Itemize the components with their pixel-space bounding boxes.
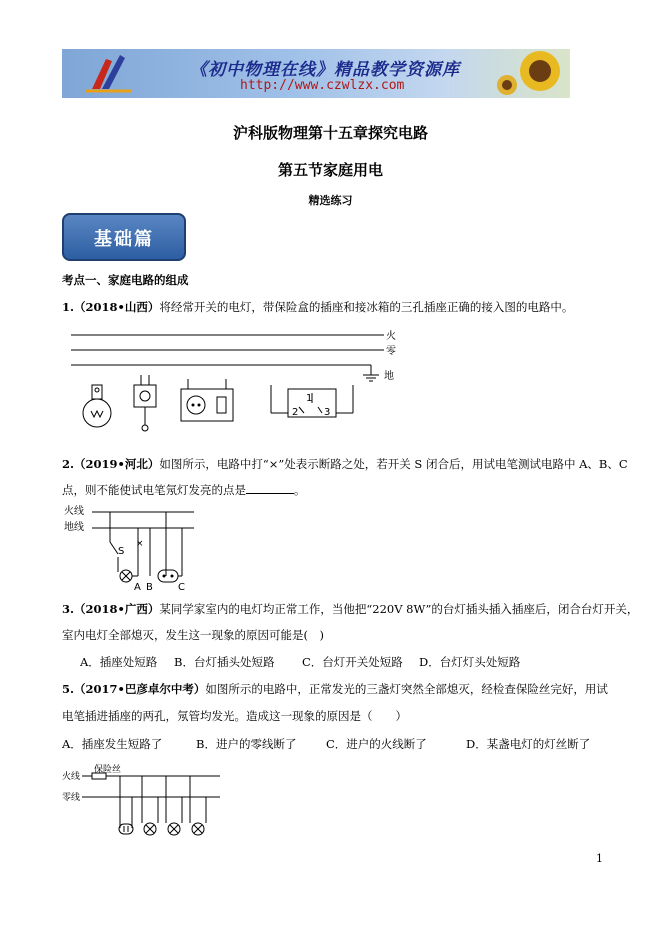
q5-option-a[interactable]: A．插座发生短路了 xyxy=(62,737,163,751)
q1-live-label: 火 xyxy=(386,331,396,342)
question-2-source: 2.（2019•河北） xyxy=(62,457,160,471)
question-3-source: 3.（2018•广西） xyxy=(62,602,160,616)
topic-heading: 考点一、家庭电路的组成 xyxy=(62,273,189,287)
q2-switch-label: S xyxy=(118,546,125,557)
svg-text:2: 2 xyxy=(292,407,299,418)
q3-option-b[interactable]: B．台灯插头处短路 xyxy=(174,655,275,669)
svg-text:1: 1 xyxy=(306,393,313,404)
question-5-line-2: 电笔插进插座的两孔，氖管均发光。造成这一现象的原因是（ ） xyxy=(62,709,407,723)
page-number: 1 xyxy=(596,852,603,865)
banner-url[interactable]: http://www.czwlzx.com xyxy=(240,78,405,93)
question-3-line-1: 3.（2018•广西）某同学家室内的电灯均正常工作，当他把“220V 8W”的台灯插头插入插座后，闭合台灯开关， xyxy=(62,602,639,616)
svg-text:A: A xyxy=(134,582,141,593)
three-pin-socket-icon xyxy=(271,385,353,418)
q5-fuse-label: 保险丝 xyxy=(94,765,122,775)
page-title: 沪科版物理第十五章探究电路 xyxy=(232,124,428,142)
q1-neutral-label: 零 xyxy=(386,346,396,357)
q2-ground-label: 地线 xyxy=(64,522,84,533)
q5-branches xyxy=(119,776,206,835)
q3-option-a[interactable]: A．插座处短路 xyxy=(80,655,158,669)
banner-title: 《初中物理在线》精品教学资源库 xyxy=(190,60,460,80)
svg-text:3: 3 xyxy=(324,407,331,418)
q5-neutral-label: 零线 xyxy=(62,793,81,803)
question-1-text: 将经常开关的电灯，带保险盒的插座和接冰箱的三孔插座正确的接入图的电路中。 xyxy=(159,300,574,314)
answer-blank[interactable] xyxy=(246,483,294,494)
q5-option-c[interactable]: C．进户的火线断了 xyxy=(326,737,427,751)
question-2-line-1: 2.（2019•河北）如图所示，电路中打“×”处表示断路之处，若开关 S 闭合后，用试电笔测试电路中 A、B、C xyxy=(62,457,628,471)
figure-q5-circuit xyxy=(60,762,235,844)
subtitle: 精选练习 xyxy=(308,194,353,207)
figure-q1-wiring xyxy=(66,327,416,435)
q3-option-c[interactable]: C．台灯开关处短路 xyxy=(302,655,403,669)
svg-text:×: × xyxy=(136,539,144,549)
figure-q2-circuit xyxy=(62,502,202,594)
q5-live-label: 火线 xyxy=(62,772,81,782)
question-1-source: 1.（2018•山西） xyxy=(62,300,160,314)
q1-ground-label: 地 xyxy=(384,371,394,382)
level-badge-label: 基础篇 xyxy=(94,229,154,250)
q2-live-label: 火线 xyxy=(64,506,84,517)
q3-option-d[interactable]: D．台灯灯头处短路 xyxy=(419,655,521,669)
q5-option-b[interactable]: B．进户的零线断了 xyxy=(196,737,297,751)
sunflower-icon xyxy=(497,51,560,95)
svg-text:C: C xyxy=(178,582,185,593)
question-2-line-2: 点，则不能使试电笔氖灯发亮的点是 。 xyxy=(62,483,306,497)
fused-socket-icon xyxy=(181,379,233,421)
level-badge xyxy=(62,213,186,261)
header-banner xyxy=(62,49,570,98)
question-5-source: 5.（2017•巴彦卓尔中考） xyxy=(62,682,206,696)
q5-option-d[interactable]: D．某盏电灯的灯丝断了 xyxy=(466,737,591,751)
question-3-line-2: 室内电灯全部熄灭，发生这一现象的原因可能是( ) xyxy=(62,628,324,642)
question-5-line-1: 5.（2017•巴彦卓尔中考）如图所示的电路中，正常发光的三盏灯突然全部熄灭，经检查保险丝完好，用试 xyxy=(62,682,608,696)
bulb-icon xyxy=(83,385,111,427)
switch-icon xyxy=(134,375,156,431)
svg-text:B: B xyxy=(146,582,153,593)
section-title: 第五节家庭用电 xyxy=(277,161,383,179)
question-1 xyxy=(62,299,573,315)
